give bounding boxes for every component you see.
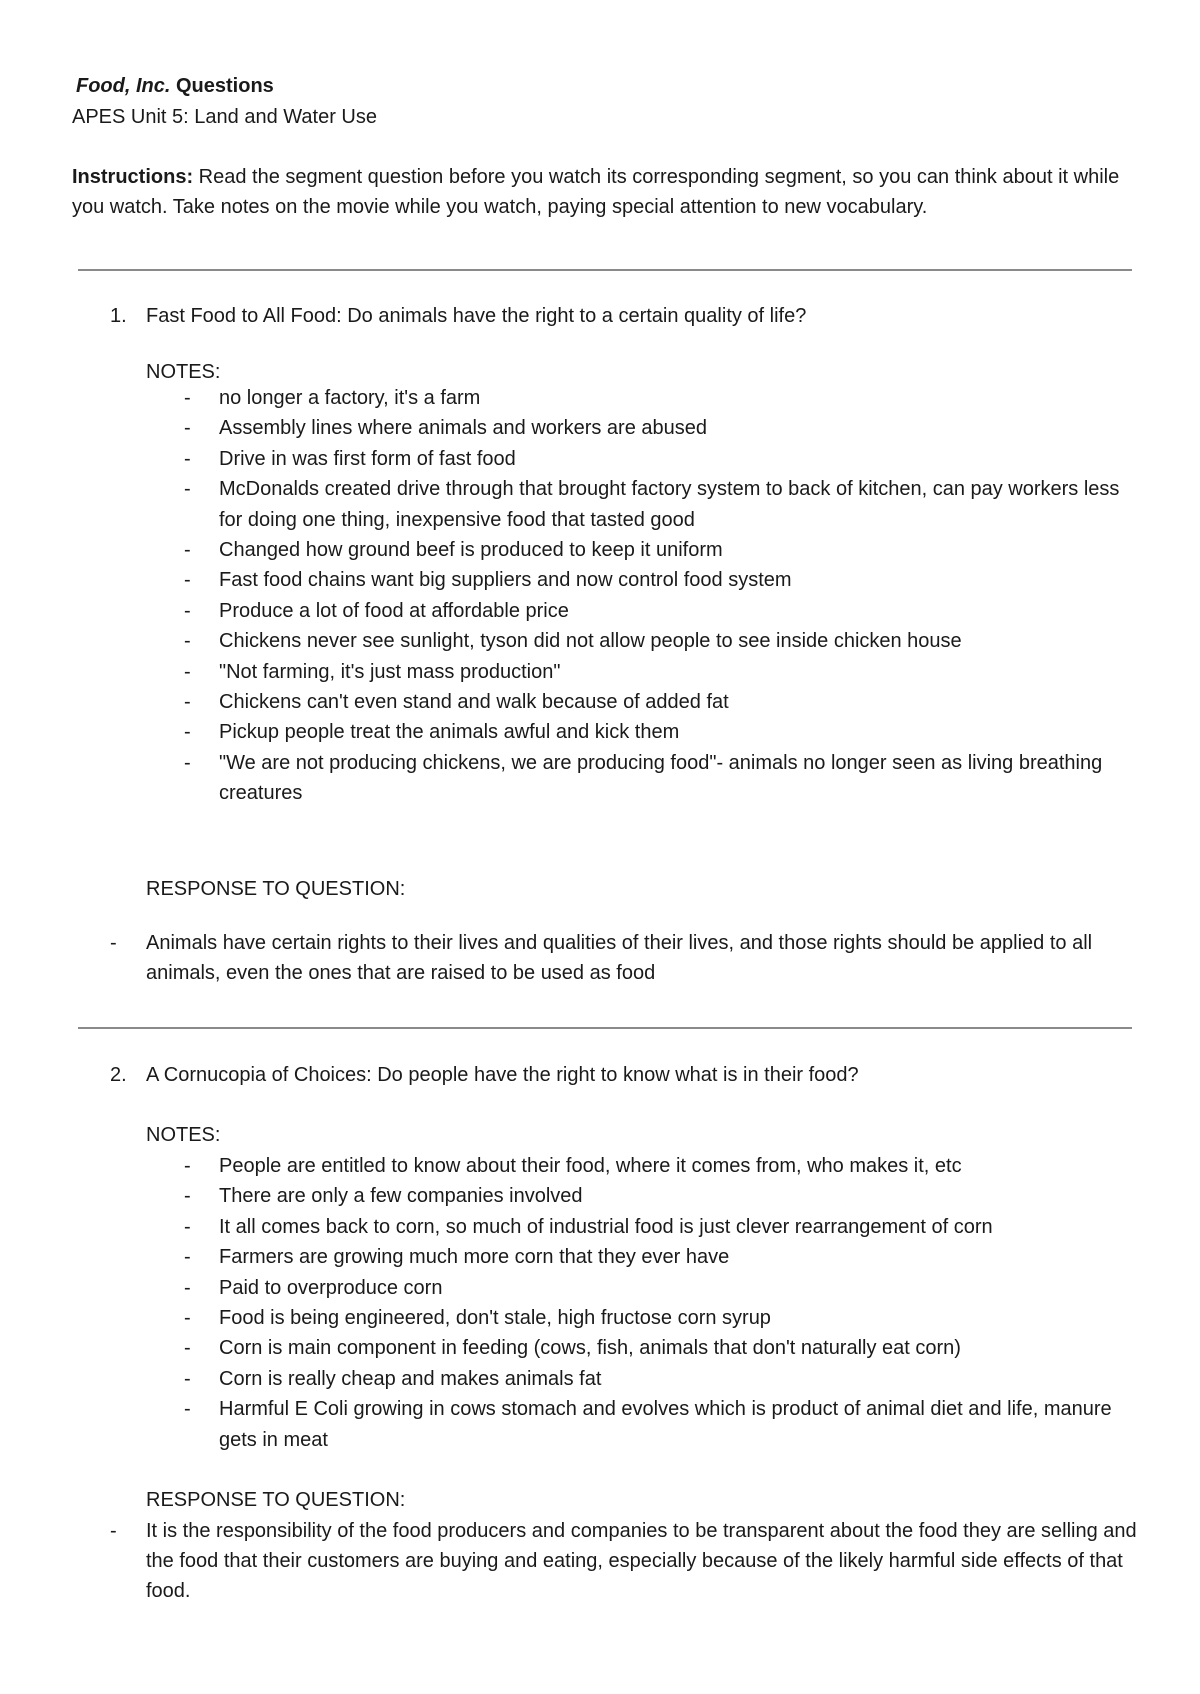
question-number: 1. <box>110 305 127 327</box>
bullet-dash: - <box>184 751 191 774</box>
note-text: Produce a lot of food at affordable price <box>219 599 569 622</box>
bullet-dash: - <box>184 1337 191 1360</box>
note-text: Food is being engineered, don't stale, high fructose corn syrup <box>219 1307 771 1330</box>
response-label: RESPONSE TO QUESTION: <box>146 878 406 900</box>
question-2 <box>110 1062 859 1088</box>
question-text: Fast Food to All Food: Do animals have the right to a certain quality of life? <box>146 305 807 327</box>
response-text: It is the responsibility of the food producers and companies to be transparent about the food they are selling and the food that their customers are buying and eating, especially because of the likely harmful side effects of that food. <box>146 1520 1137 1602</box>
list-item <box>146 748 1136 809</box>
bullet-dash: - <box>184 1307 191 1330</box>
question-1 <box>110 303 806 329</box>
list-item <box>146 1273 1136 1303</box>
note-text: Changed how ground beef is produced to keep it uniform <box>219 539 723 562</box>
bullet-dash: - <box>184 417 191 440</box>
response-text: Animals have certain rights to their lives and qualities of their lives, and those rights should be applied to all animals, even the ones that are raised to be used as food <box>146 932 1093 984</box>
note-text: McDonalds created drive through that brought factory system to back of kitchen, can pay workers less for doing one thing, inexpensive food that tasted good <box>219 478 1120 531</box>
list-item <box>146 626 1136 656</box>
note-text: Assembly lines where animals and workers are abused <box>219 417 708 440</box>
note-text: People are entitled to know about their food, where it comes from, who makes it, etc <box>219 1155 962 1177</box>
title-film-name: Food, Inc. <box>76 75 171 97</box>
note-text: Farmers are growing much more corn that they ever have <box>219 1246 730 1269</box>
bullet-dash: - <box>184 1185 191 1208</box>
instructions-text: Read the segment question before you watch its corresponding segment, so you can think about it while you watch. Take notes on the movie while you watch, paying special attention to new vocabulary. <box>72 166 1120 218</box>
note-text: Corn is main component in feeding (cows, fish, animals that don't naturally eat corn) <box>219 1337 961 1360</box>
bullet-dash: - <box>110 932 117 954</box>
list-item <box>146 1181 1136 1211</box>
bullet-dash: - <box>184 569 191 592</box>
note-text: Fast food chains want big suppliers and now control food system <box>219 569 792 592</box>
bullet-dash: - <box>184 599 191 622</box>
response-text-block <box>110 1516 1140 1606</box>
bullet-dash: - <box>184 447 191 470</box>
list-item <box>146 1364 1136 1394</box>
list-item <box>146 565 1136 595</box>
list-item <box>146 383 1136 413</box>
list-item <box>146 1151 1136 1181</box>
note-text: "Not farming, it's just mass production" <box>219 660 561 683</box>
note-text: "We are not producing chickens, we are producing food"- animals no longer seen as living breathing creatures <box>219 751 1103 805</box>
list-item <box>146 657 1136 687</box>
notes-list <box>146 1151 1136 1455</box>
list-item <box>146 687 1136 717</box>
note-text: Corn is really cheap and makes animals fat <box>219 1367 602 1390</box>
bullet-dash: - <box>184 1215 191 1238</box>
note-text: Pickup people treat the animals awful and kick them <box>219 721 680 744</box>
list-item <box>146 1394 1136 1455</box>
section-divider <box>78 269 1132 271</box>
notes-list <box>146 383 1136 809</box>
bullet-dash: - <box>184 630 191 653</box>
list-item <box>146 717 1136 747</box>
bullet-dash: - <box>184 387 191 409</box>
bullet-dash: - <box>184 1246 191 1269</box>
instructions-label: Instructions: <box>72 166 194 188</box>
list-item <box>146 413 1136 443</box>
bullet-dash: - <box>184 721 191 744</box>
list-item <box>146 474 1136 535</box>
list-item <box>146 1303 1136 1333</box>
note-text: There are only a few companies involved <box>219 1185 583 1208</box>
list-item <box>146 596 1136 626</box>
section-divider <box>78 1027 1132 1029</box>
bullet-dash: - <box>110 1520 117 1542</box>
bullet-dash: - <box>184 691 191 714</box>
note-text: It all comes back to corn, so much of industrial food is just clever rearrangement of corn <box>219 1215 993 1238</box>
question-text: A Cornucopia of Choices: Do people have the right to know what is in their food? <box>146 1064 859 1086</box>
bullet-dash: - <box>184 1276 191 1299</box>
list-item <box>146 535 1136 565</box>
document-title <box>76 73 274 99</box>
bullet-dash: - <box>184 1155 191 1177</box>
bullet-dash: - <box>184 539 191 562</box>
list-item <box>146 1212 1136 1242</box>
list-item <box>146 1333 1136 1363</box>
list-item <box>146 1242 1136 1272</box>
question-number: 2. <box>110 1064 127 1086</box>
note-text: Harmful E Coli growing in cows stomach and evolves which is product of animal diet and life, manure gets in meat <box>219 1398 1112 1451</box>
response-label: RESPONSE TO QUESTION: <box>146 1489 406 1511</box>
note-text: Drive in was first form of fast food <box>219 447 516 470</box>
document-subtitle: APES Unit 5: Land and Water Use <box>72 106 377 128</box>
note-text: Chickens never see sunlight, tyson did not allow people to see inside chicken house <box>219 630 962 653</box>
title-suffix: Questions <box>170 75 274 97</box>
instructions-paragraph <box>72 162 1132 222</box>
bullet-dash: - <box>184 1367 191 1390</box>
bullet-dash: - <box>184 1398 191 1421</box>
bullet-dash: - <box>184 660 191 683</box>
notes-label: NOTES: <box>146 1124 221 1146</box>
notes-label: NOTES: <box>146 361 221 383</box>
list-item <box>146 444 1136 474</box>
response-text-block <box>110 928 1140 988</box>
bullet-dash: - <box>184 478 191 501</box>
note-text: Chickens can't even stand and walk because of added fat <box>219 691 729 714</box>
note-text: no longer a factory, it's a farm <box>219 387 481 409</box>
note-text: Paid to overproduce corn <box>219 1276 443 1299</box>
